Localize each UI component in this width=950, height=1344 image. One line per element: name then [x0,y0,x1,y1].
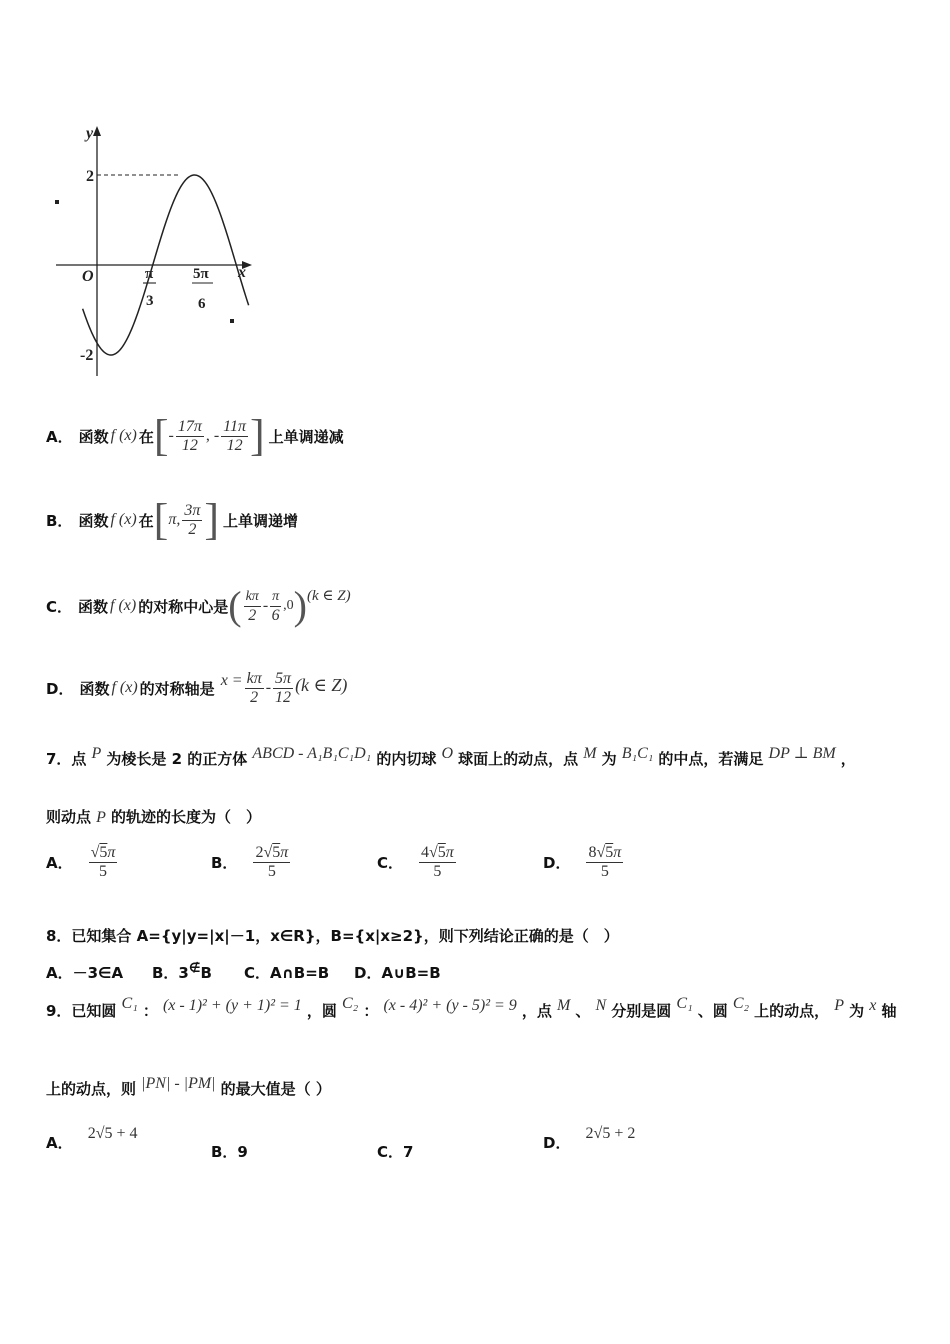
point-P: P [96,809,106,826]
edge-B1C1: B₁C₁ [621,745,654,762]
point-M: M [557,997,571,1014]
option-7c[interactable] [377,844,458,881]
minus-sign: - [262,597,269,614]
x-equals: x = [220,672,243,689]
option-text-tail: 上单调递减 [268,427,344,446]
fraction: $\frac{4√5\pi}{5}$ [421,844,454,880]
option-9a[interactable] [46,1125,138,1153]
option-6b[interactable] [46,492,298,548]
y-axis-arrow [93,126,101,136]
option-text: B [200,964,212,982]
option-6d[interactable] [46,660,347,716]
x-tick-pi3-num: π [145,266,154,282]
interval-bracket-left: [ [153,411,169,460]
point-M: M [583,745,597,762]
fraction: $\frac{11\pi}{12}$ [223,417,246,454]
circle-C1: C₁ [121,995,138,1012]
x-tick-5pi6-den: 6 [198,296,206,312]
option-9d[interactable] [543,1125,636,1153]
fraction: $\frac{17\pi}{12}$ [177,417,202,454]
option-7a[interactable] [46,844,119,881]
option-label: A． [46,854,73,872]
option-8c[interactable]: C．A∩B=B [244,964,330,982]
option-9c[interactable]: C．7 [377,1143,414,1161]
y-tick-2: 2 [86,168,94,185]
origin-label: O [82,268,94,285]
x-axis-label: x [238,264,246,281]
option-text: 函数 [79,679,110,698]
fraction: $\frac{k\pi}{2}$ [246,669,262,706]
question-9-line1: 9．已知圆 C₁ ： (x - 1)² + (y + 1)² = 1 ，圆 C₂ ： (x - 4)² + (y - 5)² = 9 ，点 M 、 N 分别是圆 C₁ 、圆 C₂ 上的动点， P 为 x 轴 [46,995,897,1020]
option-label: B．3 [152,964,189,982]
sine-graph [48,118,258,388]
option-text-mid: 的对称轴是 [139,679,215,698]
x-tick-5pi6-num: 5π [193,266,209,282]
zai-text: 在 [138,427,154,446]
circle-C2: C₂ [342,995,359,1012]
option-text-mid: 的对称中心是 [138,597,229,616]
option-8d[interactable]: D．A∪B=B [354,964,441,982]
x-axis-name: x [869,997,877,1014]
fraction: $\frac{3\pi}{2}$ [184,501,201,538]
option-label: B． [46,511,73,530]
option-7b[interactable] [211,844,292,881]
option-label: C． [46,597,73,616]
function-fx: f (x) [110,511,137,528]
interval-bracket-right: ] [250,411,265,460]
fraction: $\frac{\pi}{6}$ [271,588,280,624]
perpendicular-condition: DP ⊥ BM [768,745,836,762]
curve-endpoint-left [55,200,59,204]
question-8-stem: 8．已知集合 A={y|y=|x|－1，x∈R}，B={x|x≥2}，则下列结论正确的是（ ） [46,927,619,945]
option-6c[interactable] [46,578,351,634]
fraction: $\frac{8√5\pi}{5}$ [588,844,622,880]
option-label: D． [543,1134,571,1152]
option-text: 函数 [78,597,109,616]
function-fx: f (x) [110,427,137,444]
fraction: $\frac{k\pi}{2}$ [245,588,259,624]
option-label: D． [543,854,571,872]
option-value: 2√5 + 4 [87,1125,138,1142]
option-7d[interactable] [543,844,625,881]
fraction: $\frac{2√5\pi}{5}$ [255,844,289,880]
point-P: P [91,745,102,762]
option-label: A． [46,1134,73,1152]
question-9-line2: 上的动点，则 |PN| - |PM| 的最大值是（ ） [46,1075,331,1098]
paren-right: ) [293,583,307,628]
option-text: 函数 [78,427,109,446]
minus-sign: - [168,427,174,444]
point-N: N [595,997,607,1014]
not-in-symbol: ∉ [188,961,201,976]
y-axis-label: y [86,125,94,142]
center-y: ,0 [283,598,294,613]
option-label: A． [46,427,73,446]
condition: (k ∈ Z) [295,674,348,695]
circle-C2: C₂ [732,995,750,1012]
option-label: B． [211,854,238,872]
option-label: D． [46,679,74,698]
minus-sign: - [265,679,272,696]
separator: , - [205,427,220,444]
paren-left: ( [228,583,242,628]
function-fx: f (x) [111,679,138,696]
question-7-line2: 则动点 P 的轨迹的长度为（ ） [46,808,261,826]
y-tick-neg2: -2 [80,347,94,364]
cube-name: ABCD - A₁B₁C₁D₁ [252,745,372,762]
fraction: $\frac{5\pi}{12}$ [275,669,292,706]
expression: |PN| - |PM| [141,1075,216,1092]
interval-bracket-right: ] [204,495,220,544]
option-label: C． [377,854,404,872]
option-9b[interactable]: B．9 [211,1143,248,1161]
function-fx: f (x) [110,597,137,614]
option-8b[interactable] [152,962,212,983]
curve-endpoint-right [230,319,234,323]
option-8a[interactable]: A．－3∈A [46,964,124,982]
point-P: P [834,997,845,1014]
condition: (k ∈ Z) [306,587,351,604]
option-6a[interactable] [46,408,344,464]
x-tick-pi3-den: 3 [146,293,154,309]
circle-C1: C₁ [676,995,693,1012]
equation-C1: (x - 1)² + (y + 1)² = 1 [162,997,302,1014]
question-7-line1: 7．点 P 为棱长是 2 的正方体 ABCD - A₁B₁C₁D₁ 的内切球 O 球面上的动点，点 M 为 B₁C₁ 的中点，若满足 DP ⊥ BM ， [46,745,856,768]
fraction: $\frac{√5\pi}{5}$ [90,844,116,880]
equation-C2: (x - 4)² + (y - 5)² = 9 [383,997,517,1014]
center-O: O [441,745,453,762]
option-value: 2√5 + 2 [585,1125,636,1142]
interval-bracket-left: [ [153,495,169,544]
interval-start: π, [168,511,181,528]
option-text-tail: 上单调递增 [223,511,299,530]
zai-text: 在 [138,511,154,530]
option-text: 函数 [78,511,109,530]
